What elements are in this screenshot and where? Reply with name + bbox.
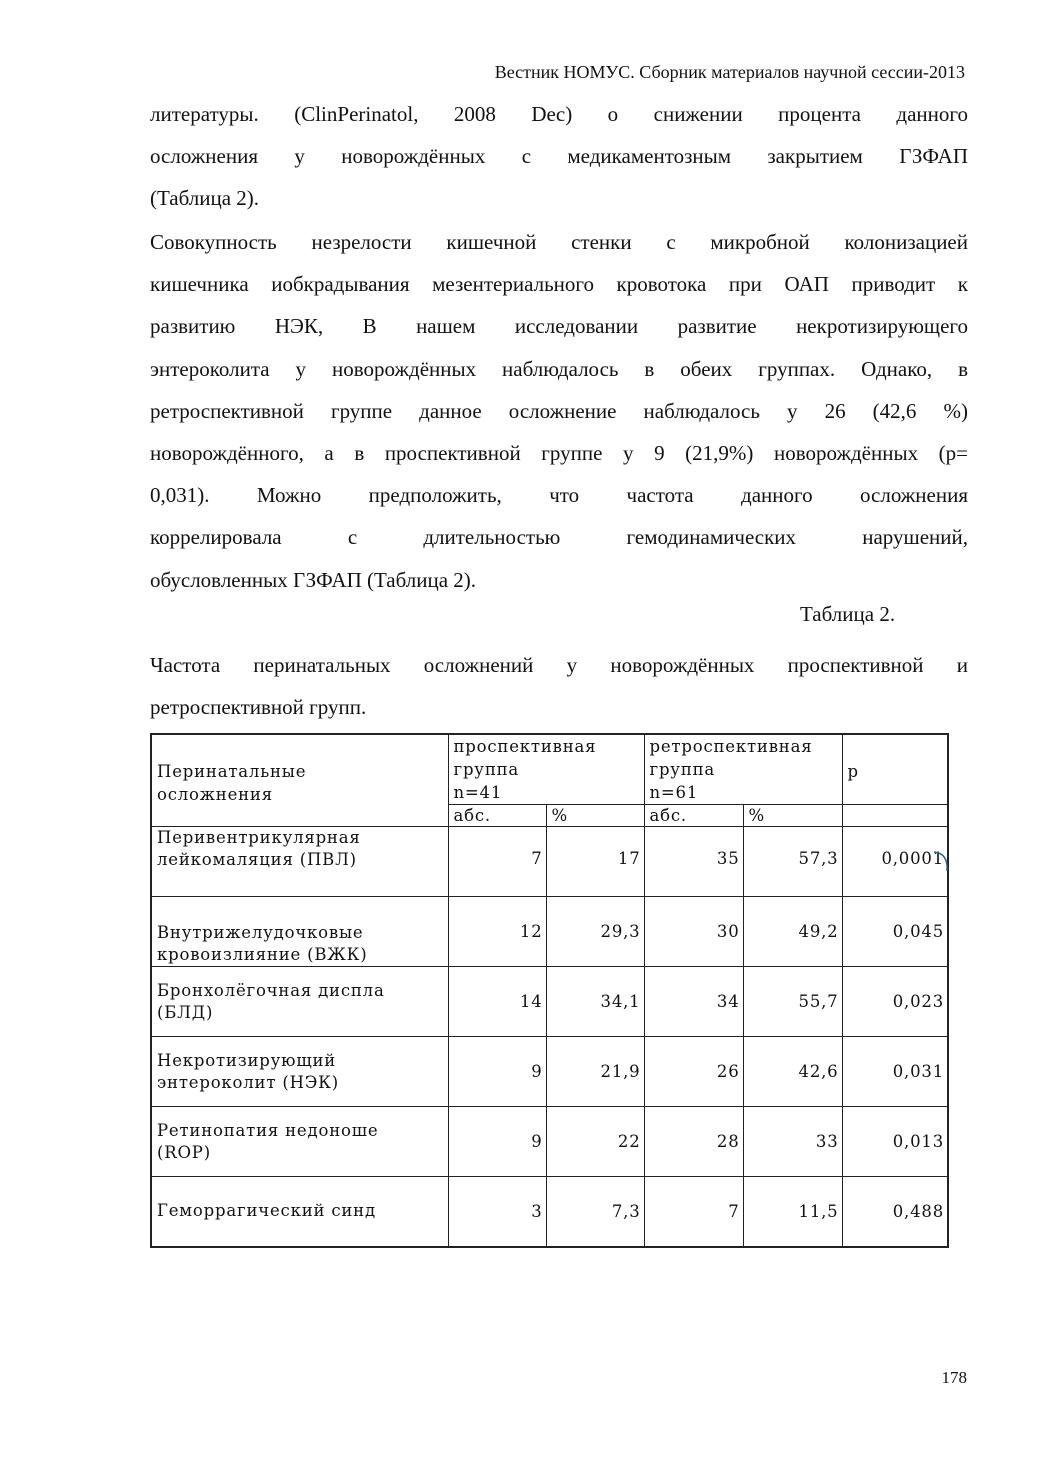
cell-abs: 26 [644,1037,743,1107]
cell-p: 0,031 [842,1037,948,1107]
table-row [151,1177,948,1247]
cell-abs: 35 [644,827,743,897]
cell-percent: 21,9 [546,1037,644,1107]
header-percent: % [546,805,644,827]
cell-percent: 42,6 [743,1037,842,1107]
cell-p: 0,023 [842,967,948,1037]
row-name: Некротизирующий энтероколит (НЭК) [151,1037,448,1107]
table-row [151,1037,948,1107]
header-complications: Перинатальные осложнения [151,734,448,827]
header-p-blank [842,805,948,827]
table-caption [150,644,968,728]
header-abs: абс. [448,805,546,827]
cell-p: 0,488 [842,1177,948,1247]
text-line: (Таблица 2). [150,186,260,211]
cell-abs: 28 [644,1107,743,1177]
cell-abs: 9 [448,1107,546,1177]
header-p: p [842,734,948,805]
cell-p: 0,045 [842,897,948,967]
header-percent: % [743,805,842,827]
caption-line: Частота перинатальных осложнений у новорождённых проспективной и [150,653,968,677]
table-row [151,827,948,897]
cell-p: 0,013 [842,1107,948,1177]
cell-percent: 7,3 [546,1177,644,1247]
text-line: ретроспективной группе данное осложнение наблюдалось у 26 (42,6 %) [150,398,968,423]
cell-abs: 7 [448,827,546,897]
table-number: Таблица 2. [800,602,896,626]
cell-abs: 9 [448,1037,546,1107]
text-line: 0,031). Можно предположить, что частота данного осложнения [150,483,968,508]
header-prospective: проспективная группа n=41 [448,734,644,805]
header-abs: абс. [644,805,743,827]
cell-abs: 30 [644,897,743,967]
header-retrospective: ретроспективная группа n=61 [644,734,842,805]
cell-percent: 55,7 [743,967,842,1037]
text-line: энтероколита у новорождённых наблюдалось в обеих группах. Однако, в [150,356,968,381]
cell-abs: 7 [644,1177,743,1247]
cell-percent: 29,3 [546,897,644,967]
cell-percent: 49,2 [743,897,842,967]
cell-percent: 22 [546,1107,644,1177]
text-line: Совокупность незрелости кишечной стенки с микробной колонизацией [150,230,968,254]
table-row [151,967,948,1037]
paragraph-1 [150,93,968,220]
pen-stroke-mark [932,849,952,873]
text-line: новорождённого, а в проспективной группе у 9 (21,9%) новорождённых (p= [150,441,968,466]
table-row [151,897,948,967]
cell-abs: 3 [448,1177,546,1247]
page-number: 178 [941,1368,967,1387]
text-line: осложнения у новорождённых с медикаментозным закрытием ГЗФАП [150,144,968,169]
row-name: Ретинопатия недоноше (ROP) [151,1107,448,1177]
row-name: Перивентрикулярная лейкомаляция (ПВЛ) [151,827,448,897]
row-name: Бронхолёгочная диспла (БЛД) [151,967,448,1037]
running-header: Вестник НОМУС. Сборник материалов научной сессии-2013 [494,62,965,82]
text-line: литературы. (ClinPerinatol, 2008 Dec) о снижении процента данного [150,102,968,126]
complications-table [150,733,949,1248]
text-line: кишечника иобкрадывания мезентериального кровотока при ОАП приводит к [150,272,968,297]
cell-abs: 12 [448,897,546,967]
cell-abs: 14 [448,967,546,1037]
cell-percent: 11,5 [743,1177,842,1247]
text-line: развитию НЭК, В нашем исследовании развитие некротизирующего [150,314,968,339]
row-name: Внутрижелудочковые кровоизлияние (ВЖК) [151,897,448,967]
cell-percent: 34,1 [546,967,644,1037]
caption-line: ретроспективной групп. [150,695,367,720]
paragraph-2 [150,221,968,601]
cell-abs: 34 [644,967,743,1037]
cell-percent: 17 [546,827,644,897]
text-line: коррелировала с длительностью гемодинамических нарушений, [150,525,968,550]
cell-p: 0,0001 [842,827,948,897]
cell-percent: 33 [743,1107,842,1177]
cell-percent: 57,3 [743,827,842,897]
table-row [151,1107,948,1177]
text-line: обусловленных ГЗФАП (Таблица 2). [150,567,477,592]
row-name: Геморрагический синд [151,1177,448,1247]
